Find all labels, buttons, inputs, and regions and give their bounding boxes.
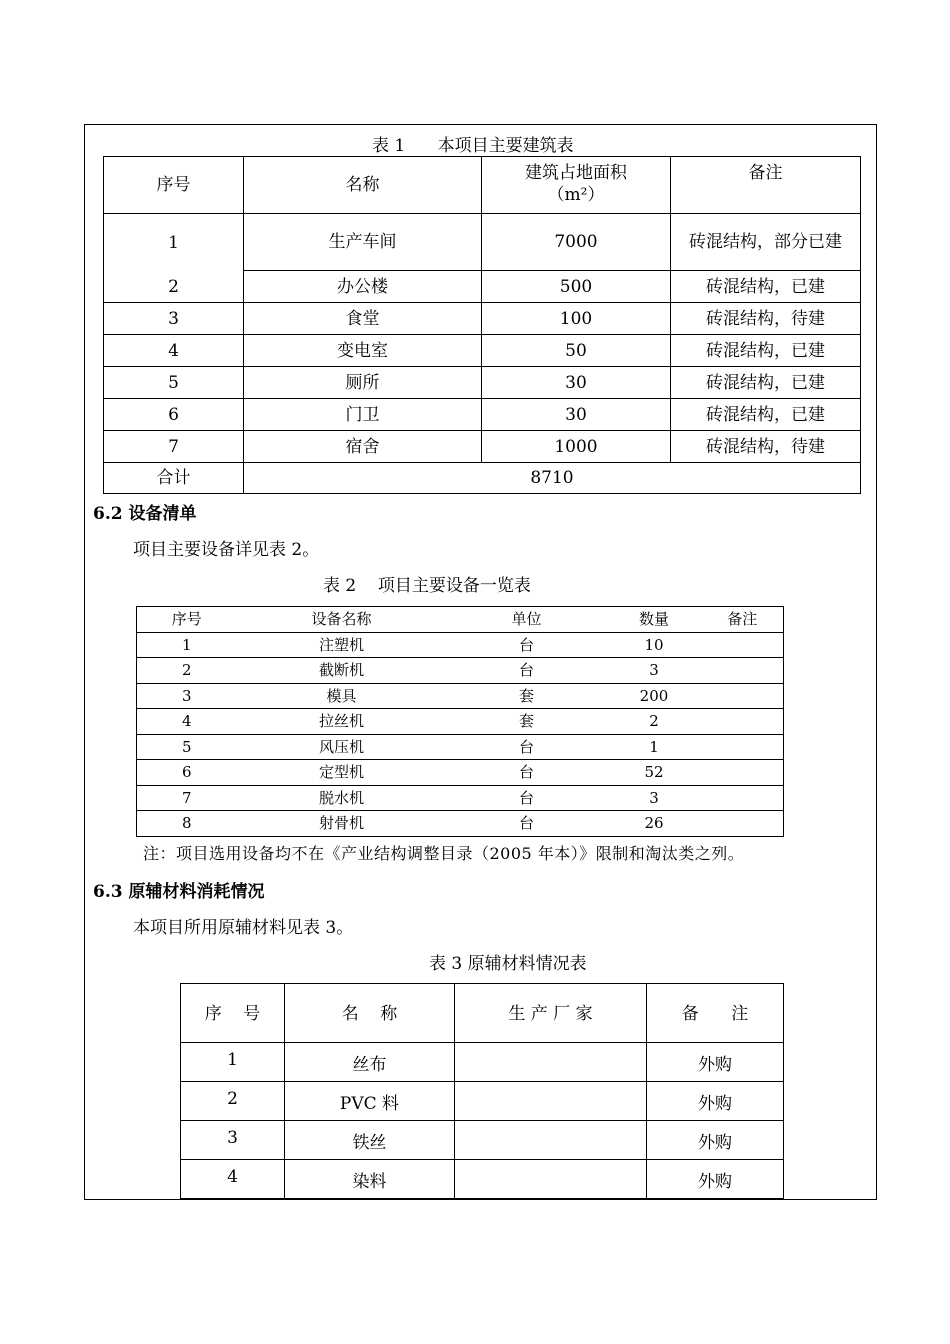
table2-cell-qty: 10 bbox=[607, 632, 702, 658]
table1-total-row bbox=[104, 463, 861, 494]
table2-cell-name: 注塑机 bbox=[237, 632, 447, 658]
table1-cell-no: 5 bbox=[104, 367, 244, 399]
table2-cell-name: 定型机 bbox=[237, 760, 447, 786]
section63-heading: 6.3 原辅材料消耗情况 bbox=[93, 882, 265, 902]
table1-cell-remark: 砖混结构，待建 bbox=[671, 431, 861, 463]
table3-cell-no: 1 bbox=[181, 1043, 285, 1082]
table1-caption: 表 1 本项目主要建筑表 bbox=[372, 136, 574, 156]
table2-cell-qty: 26 bbox=[607, 811, 702, 837]
table2 bbox=[136, 606, 784, 837]
table3-cell-remark: 外购 bbox=[647, 1082, 784, 1121]
table1-header-no: 序号 bbox=[104, 157, 244, 214]
table1-header-row bbox=[104, 157, 861, 214]
table2-cell-remark bbox=[702, 683, 784, 709]
table3-header-name: 名 称 bbox=[285, 984, 455, 1043]
table1-cell-name: 门卫 bbox=[244, 399, 482, 431]
table1-total-value: 8710 bbox=[244, 463, 861, 494]
table-row bbox=[104, 303, 861, 335]
table2-cell-remark bbox=[702, 658, 784, 684]
table-row bbox=[181, 1121, 784, 1160]
table2-header-no: 序号 bbox=[137, 607, 237, 633]
table-row bbox=[104, 399, 861, 431]
table2-cell-remark bbox=[702, 811, 784, 837]
table1-cell-name: 生产车间 bbox=[244, 214, 482, 271]
table3-cell-no: 3 bbox=[181, 1121, 285, 1160]
table2-header-qty: 数量 bbox=[607, 607, 702, 633]
table3-cell-no: 4 bbox=[181, 1160, 285, 1199]
table1-header-area bbox=[482, 157, 671, 214]
table-row bbox=[137, 709, 784, 735]
table-row bbox=[181, 1043, 784, 1082]
table1-cell-area: 30 bbox=[482, 399, 671, 431]
table2-cell-name: 风压机 bbox=[237, 734, 447, 760]
table2-caption: 表 2 项目主要设备一览表 bbox=[323, 576, 531, 596]
table3-header-remark: 备 注 bbox=[647, 984, 784, 1043]
table-row bbox=[137, 632, 784, 658]
table2-cell-unit: 台 bbox=[447, 632, 607, 658]
table1-cell-area: 1000 bbox=[482, 431, 671, 463]
table-row bbox=[137, 658, 784, 684]
table2-cell-unit: 套 bbox=[447, 709, 607, 735]
table2-header-remark: 备注 bbox=[702, 607, 784, 633]
table2-cell-remark bbox=[702, 785, 784, 811]
table2-cell-unit: 台 bbox=[447, 760, 607, 786]
table1-header-name: 名称 bbox=[244, 157, 482, 214]
table1-cell-area: 30 bbox=[482, 367, 671, 399]
table1-cell-name: 办公楼 bbox=[244, 271, 482, 303]
section62-heading: 6.2 设备清单 bbox=[93, 504, 197, 524]
table2-cell-unit: 台 bbox=[447, 658, 607, 684]
table2-cell-no: 4 bbox=[137, 709, 237, 735]
table2-cell-no: 2 bbox=[137, 658, 237, 684]
section63-paragraph: 本项目所用原辅材料见表 3。 bbox=[133, 918, 354, 938]
table-row bbox=[137, 683, 784, 709]
table1 bbox=[103, 156, 861, 494]
table1-cell-no: 3 bbox=[104, 303, 244, 335]
table-row bbox=[104, 431, 861, 463]
table2-cell-no: 5 bbox=[137, 734, 237, 760]
table3-cell-remark: 外购 bbox=[647, 1121, 784, 1160]
table1-cell-remark: 砖混结构，待建 bbox=[671, 303, 861, 335]
table3-cell-maker bbox=[455, 1082, 647, 1121]
table3-cell-maker bbox=[455, 1160, 647, 1199]
table1-total-label: 合计 bbox=[104, 463, 244, 494]
table3-cell-maker bbox=[455, 1043, 647, 1082]
table1-header-area-line1: 建筑占地面积 bbox=[525, 163, 627, 183]
table-row bbox=[137, 785, 784, 811]
table1-cell-remark: 砖混结构，已建 bbox=[671, 367, 861, 399]
table3-cell-name: 铁丝 bbox=[285, 1121, 455, 1160]
table-row bbox=[181, 1082, 784, 1121]
table2-cell-unit: 台 bbox=[447, 734, 607, 760]
table2-cell-no: 1 bbox=[137, 632, 237, 658]
table2-cell-remark bbox=[702, 632, 784, 658]
table2-cell-qty: 2 bbox=[607, 709, 702, 735]
table1-cell-area: 7000 bbox=[482, 214, 671, 271]
table2-cell-qty: 200 bbox=[607, 683, 702, 709]
table2-cell-no: 3 bbox=[137, 683, 237, 709]
table2-cell-qty: 1 bbox=[607, 734, 702, 760]
table1-header-remark: 备注 bbox=[671, 157, 861, 214]
table2-header-unit: 单位 bbox=[447, 607, 607, 633]
table2-note: 注：项目选用设备均不在《产业结构调整目录（2005 年本）》限制和淘汰类之列。 bbox=[143, 844, 745, 863]
table3-cell-name: 染料 bbox=[285, 1160, 455, 1199]
table2-cell-remark bbox=[702, 709, 784, 735]
table1-cell-no: 4 bbox=[104, 335, 244, 367]
table2-cell-name: 拉丝机 bbox=[237, 709, 447, 735]
table-row bbox=[181, 1160, 784, 1199]
table3-cell-remark: 外购 bbox=[647, 1160, 784, 1199]
table3-cell-no: 2 bbox=[181, 1082, 285, 1121]
table-row bbox=[137, 734, 784, 760]
section62-paragraph: 项目主要设备详见表 2。 bbox=[133, 540, 320, 560]
table-row bbox=[137, 811, 784, 837]
table1-cell-name: 食堂 bbox=[244, 303, 482, 335]
table3-cell-maker bbox=[455, 1121, 647, 1160]
table1-cell-name: 变电室 bbox=[244, 335, 482, 367]
table-row bbox=[104, 335, 861, 367]
table1-cell-name: 厕所 bbox=[244, 367, 482, 399]
table3-header-row bbox=[181, 984, 784, 1043]
table3-header-no: 序 号 bbox=[181, 984, 285, 1043]
table1-cell-no: 7 bbox=[104, 431, 244, 463]
table1-cell-no-1: 1 bbox=[168, 233, 179, 253]
table-row bbox=[104, 214, 861, 271]
table2-cell-remark bbox=[702, 760, 784, 786]
table1-cell-no: 6 bbox=[104, 399, 244, 431]
table1-cell-remark: 砖混结构，已建 bbox=[671, 335, 861, 367]
table2-cell-no: 8 bbox=[137, 811, 237, 837]
table2-cell-name: 截断机 bbox=[237, 658, 447, 684]
table2-cell-qty: 3 bbox=[607, 785, 702, 811]
table2-cell-name: 射骨机 bbox=[237, 811, 447, 837]
table1-cell-name: 宿舍 bbox=[244, 431, 482, 463]
table1-cell-area: 50 bbox=[482, 335, 671, 367]
table2-cell-qty: 52 bbox=[607, 760, 702, 786]
table2-cell-remark bbox=[702, 734, 784, 760]
table1-cell-remark: 砖混结构，部分已建 bbox=[671, 214, 861, 271]
table3-cell-remark: 外购 bbox=[647, 1043, 784, 1082]
table1-cell-area: 500 bbox=[482, 271, 671, 303]
table2-cell-no: 6 bbox=[137, 760, 237, 786]
table1-cell-no bbox=[104, 214, 244, 303]
table3-cell-name: 丝布 bbox=[285, 1043, 455, 1082]
table2-header-row bbox=[137, 607, 784, 633]
table2-header-name: 设备名称 bbox=[237, 607, 447, 633]
table1-cell-remark: 砖混结构，已建 bbox=[671, 399, 861, 431]
table-row bbox=[137, 760, 784, 786]
table2-cell-name: 脱水机 bbox=[237, 785, 447, 811]
table2-cell-no: 7 bbox=[137, 785, 237, 811]
table1-header-area-line2: （m²） bbox=[547, 185, 605, 205]
table2-cell-name: 模具 bbox=[237, 683, 447, 709]
table2-cell-qty: 3 bbox=[607, 658, 702, 684]
table1-cell-no-2: 2 bbox=[168, 277, 179, 297]
table1-cell-remark: 砖混结构，已建 bbox=[671, 271, 861, 303]
table3-cell-name: PVC 料 bbox=[285, 1082, 455, 1121]
table2-cell-unit: 套 bbox=[447, 683, 607, 709]
table3-header-maker: 生 产 厂 家 bbox=[455, 984, 647, 1043]
table1-cell-area: 100 bbox=[482, 303, 671, 335]
table2-cell-unit: 台 bbox=[447, 785, 607, 811]
table2-cell-unit: 台 bbox=[447, 811, 607, 837]
table3-caption: 表 3 原辅材料情况表 bbox=[429, 954, 587, 974]
table-row bbox=[104, 367, 861, 399]
table3 bbox=[180, 983, 784, 1199]
